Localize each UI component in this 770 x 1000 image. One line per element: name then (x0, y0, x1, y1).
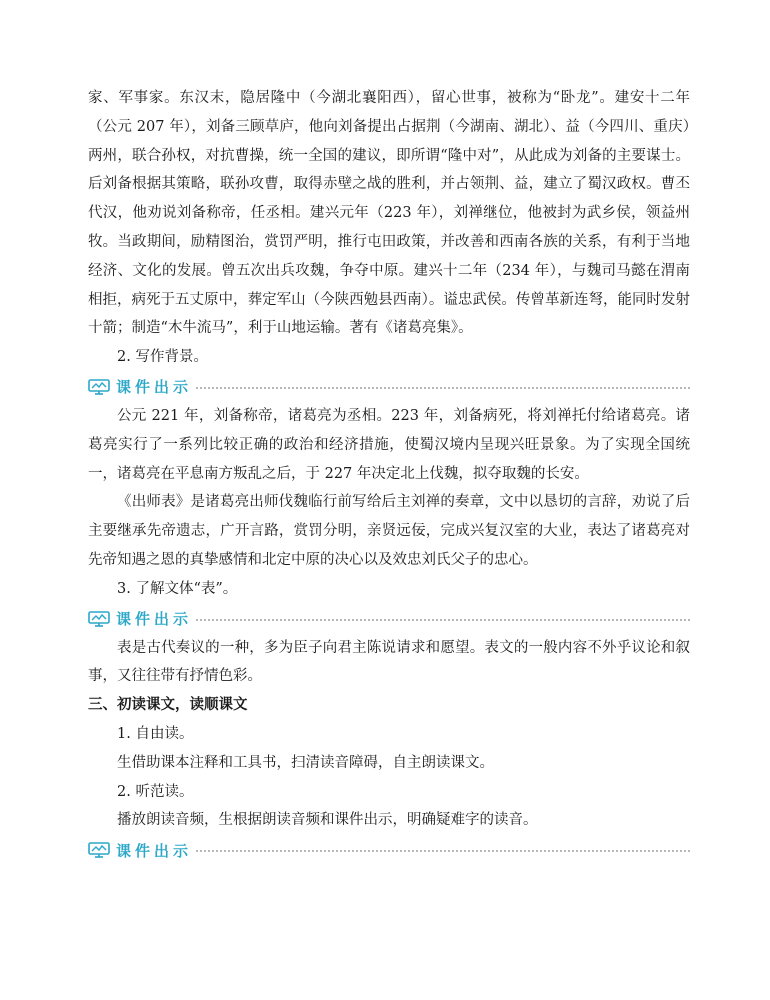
list-item-free-reading-detail: 生借助课本注释和工具书，扫清读音障碍，自主朗读课文。 (117, 754, 494, 771)
courseware-header (88, 604, 690, 634)
list-item-writing-background: 2. 写作背景。 (117, 349, 208, 366)
courseware-header (88, 372, 690, 402)
courseware-screen-icon (88, 379, 110, 395)
dotted-divider (196, 387, 690, 389)
courseware-header (88, 835, 690, 865)
background-paragraph-2: 《出师表》是诸葛亮出师伐魏临行前写给后主刘禅的奏章，文中以恳切的言辞，劝说了后主要继承先帝遗志，广开言路，赏罚分明，亲贤远佞，完成兴复汉室的大业，表达了诸葛亮对先帝知遇之恩的真挚感情和北定中原的决心以及效忠刘氏父子的忠心。 (88, 494, 690, 568)
courseware-label: 课件出示 (116, 610, 193, 629)
list-item-genre: 3. 了解文体“表”。 (117, 580, 238, 597)
bio-paragraph: 家、军事家。东汉末，隐居隆中（今湖北襄阳西），留心世事，被称为“卧龙”。建安十二年（公元 207 年），刘备三顾草庐，他向刘备提出占据荆（今湖南、湖北）、益（今四川、重庆）两州，联合孙权，对抗曹操，统一全国的建议，即所谓“隆中对”，从此成为刘备的主要谋士。后刘备根据其策略，联孙攻曹，取得赤壁之战的胜利，并占领荆、益，建立了蜀汉政权。曹丕代汉，他劝说刘备称帝，任丞相。建兴元年（223 年），刘禅继位，他被封为武乡侯，领益州牧。当政期间，励精图治，赏罚严明，推行屯田政策，并改善和西南各族的关系，有利于当地经济、文化的发展。曾五次出兵攻魏，争夺中原。建兴十二年（234 年），与魏司马懿在渭南相拒，病死于五丈原中，葬定军山（今陕西勉县西南）。谥忠武侯。传曾革新连弩，能同时发射十箭；制造“木牛流马”，利于山地运输。著有《诸葛亮集》。 (88, 90, 690, 337)
list-item-free-reading: 1. 自由读。 (117, 725, 194, 742)
courseware-screen-icon (88, 842, 110, 858)
courseware-label: 课件出示 (116, 841, 193, 860)
list-item-model-reading-detail: 播放朗读音频，生根据朗读音频和课件出示，明确疑难字的读音。 (117, 812, 538, 829)
document-page (88, 84, 690, 865)
courseware-screen-icon (88, 611, 110, 627)
courseware-label: 课件出示 (116, 378, 193, 397)
dotted-divider (196, 850, 690, 852)
genre-paragraph: 表是古代奏议的一种，多为臣子向君主陈说请求和愿望。表文的一般内容不外乎议论和叙事，又往往带有抒情色彩。 (88, 639, 690, 685)
list-item-model-reading: 2. 听范读。 (117, 783, 194, 800)
background-paragraph-1: 公元 221 年，刘备称帝，诸葛亮为丞相。223 年，刘备病死，将刘禅托付给诸葛亮。诸葛亮实行了一系列比较正确的政治和经济措施，使蜀汉境内呈现兴旺景象。为了实现全国统一，诸葛亮在平息南方叛乱之后，于 227 年决定北上伐魏，拟夺取魏的长安。 (88, 407, 690, 482)
section-heading: 三、初读课文，读顺课文 (88, 696, 248, 714)
dotted-divider (196, 619, 690, 621)
